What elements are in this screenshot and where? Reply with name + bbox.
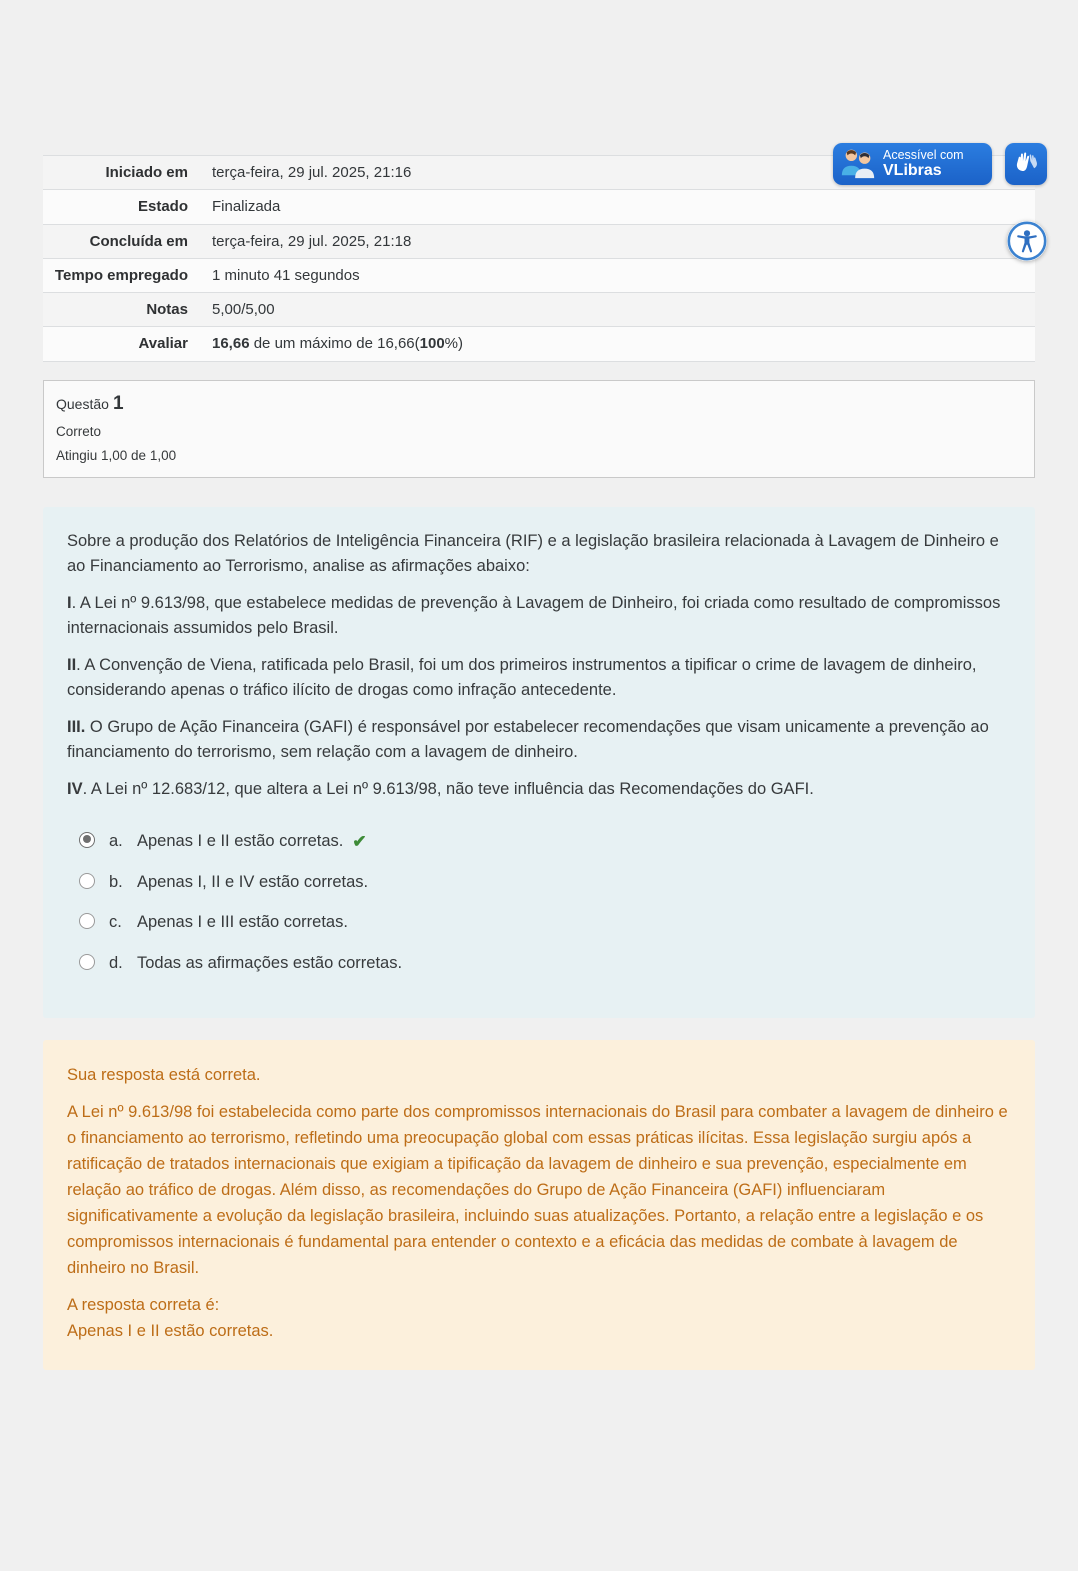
option-letter: c. [109, 913, 122, 932]
feedback-box [43, 1040, 1035, 1371]
summary-value: 5,00/5,00 [212, 301, 275, 318]
summary-label: Iniciado em [105, 164, 188, 181]
correct-answer-text: Apenas I e II estão corretas. [67, 1322, 274, 1341]
question-intro: Sobre a produção dos Relatórios de Inteligência Financeira (RIF) e a legislação brasileira relacionada à Lavagem de Dinheiro e ao Financiamento ao Terrorismo, analise as afirmações abaixo: [67, 531, 999, 576]
option-letter: d. [109, 954, 123, 973]
question-info-box [43, 380, 1035, 478]
statement-2: II. A Convenção de Viena, ratificada pelo Brasil, foi um dos primeiros instrumentos a tipificar o crime de lavagem de dinheiro, considerando apenas o tráfico ilícito de drogas como infração antecedente. [67, 655, 977, 700]
question-state-badge: Correto [56, 423, 102, 439]
summary-row-state [43, 190, 1035, 224]
option-letter: b. [109, 872, 123, 891]
summary-row-time-taken [43, 258, 1035, 292]
hands-icon [1013, 148, 1040, 180]
option-text: Apenas I e III estão corretas. [137, 913, 348, 932]
option-text: Apenas I e II estão corretas. [137, 831, 344, 850]
summary-row-completed [43, 224, 1035, 258]
statement-1: I. A Lei nº 9.613/98, que estabelece medidas de prevenção à Lavagem de Dinheiro, foi criada como resultado de compromissos internacionais assumidos pelo Brasil. [67, 593, 1001, 638]
summary-value: terça-feira, 29 jul. 2025, 21:16 [212, 164, 412, 181]
vlibras-prefix-label: Acessível com [883, 147, 964, 162]
summary-row-grade [43, 327, 1035, 361]
summary-value: 16,66 de um máximo de 16,66(100%) [212, 335, 464, 353]
answer-option-d[interactable] [79, 951, 1011, 977]
summary-value: Finalizada [212, 198, 281, 216]
statement-4: IV. A Lei nº 12.683/12, que altera a Lei nº 9.613/98, não teve influência das Recomendações do GAFI. [67, 780, 814, 798]
feedback-explanation: A Lei nº 9.613/98 foi estabelecida como parte dos compromissos internacionais do Brasil para combater a lavagem de dinheiro e o financiamento ao terrorismo, refletindo uma preocupação global com essas práticas ilícitas. Essa legislação surgiu após a ratificação de tratados internacionais que exigiam a tipificação da lavagem de dinheiro e sua prevenção, especialmente em relação ao tráfico de drogas. Além disso, as recomendações do Grupo de Ação Financeira (GAFI) influenciaram significativamente a evolução da legislação brasileira, incluindo suas atualizações. Portanto, a relação entre a legislação e os compromissos internacionais é fundamental para entender o contexto e a eficácia das medidas de combate à lavagem de dinheiro no Brasil. [67, 1102, 1008, 1278]
radio-button-c[interactable] [79, 913, 95, 929]
radio-button-b[interactable] [79, 873, 95, 889]
correct-answer-label: A resposta correta é: [67, 1296, 220, 1315]
vlibras-avatars-icon [839, 145, 877, 184]
option-text: Apenas I, II e IV estão corretas. [137, 872, 369, 891]
correct-check-icon: ✔ [352, 831, 367, 851]
question-body [43, 507, 1035, 1018]
option-text: Todas as afirmações estão corretas. [137, 954, 403, 973]
universal-access-icon [1007, 248, 1047, 265]
vlibras-button[interactable] [833, 143, 992, 185]
answer-option-c[interactable] [79, 910, 1011, 936]
summary-label: Avaliar [138, 335, 188, 353]
summary-label: Concluída em [89, 232, 188, 250]
vlibras-hands-button[interactable] [1005, 143, 1047, 185]
statement-3: III. O Grupo de Ação Financeira (GAFI) é responsável por estabelecer recomendações que visam unicamente a prevenção ao financiamento do terrorismo, sem relação com a lavagem de dinheiro. [67, 717, 989, 762]
question-grade: Atingiu 1,00 de 1,00 [56, 447, 177, 463]
answer-options [79, 829, 1011, 977]
summary-label: Notas [146, 301, 188, 318]
vlibras-name-label: VLibras [883, 161, 942, 179]
statement-numeral: I [67, 593, 72, 612]
answer-option-a[interactable] [79, 829, 1011, 855]
answer-option-b[interactable] [79, 870, 1011, 896]
radio-button-a[interactable] [79, 832, 95, 848]
accessibility-widget-button[interactable] [1007, 221, 1047, 261]
statement-numeral: III. [67, 717, 86, 736]
summary-label: Tempo empregado [54, 266, 188, 284]
feedback-result: Sua resposta está correta. [67, 1065, 261, 1084]
summary-row-marks [43, 293, 1035, 327]
summary-label: Estado [137, 198, 188, 216]
option-letter: a. [109, 831, 123, 850]
statement-numeral: II [67, 655, 77, 674]
radio-button-d[interactable] [79, 954, 95, 970]
summary-value: terça-feira, 29 jul. 2025, 21:18 [212, 232, 412, 250]
summary-value: 1 minuto 41 segundos [212, 266, 360, 284]
statement-numeral: IV [67, 780, 83, 798]
question-number: Questão 1 [56, 392, 124, 414]
quiz-summary-table [43, 155, 1035, 362]
